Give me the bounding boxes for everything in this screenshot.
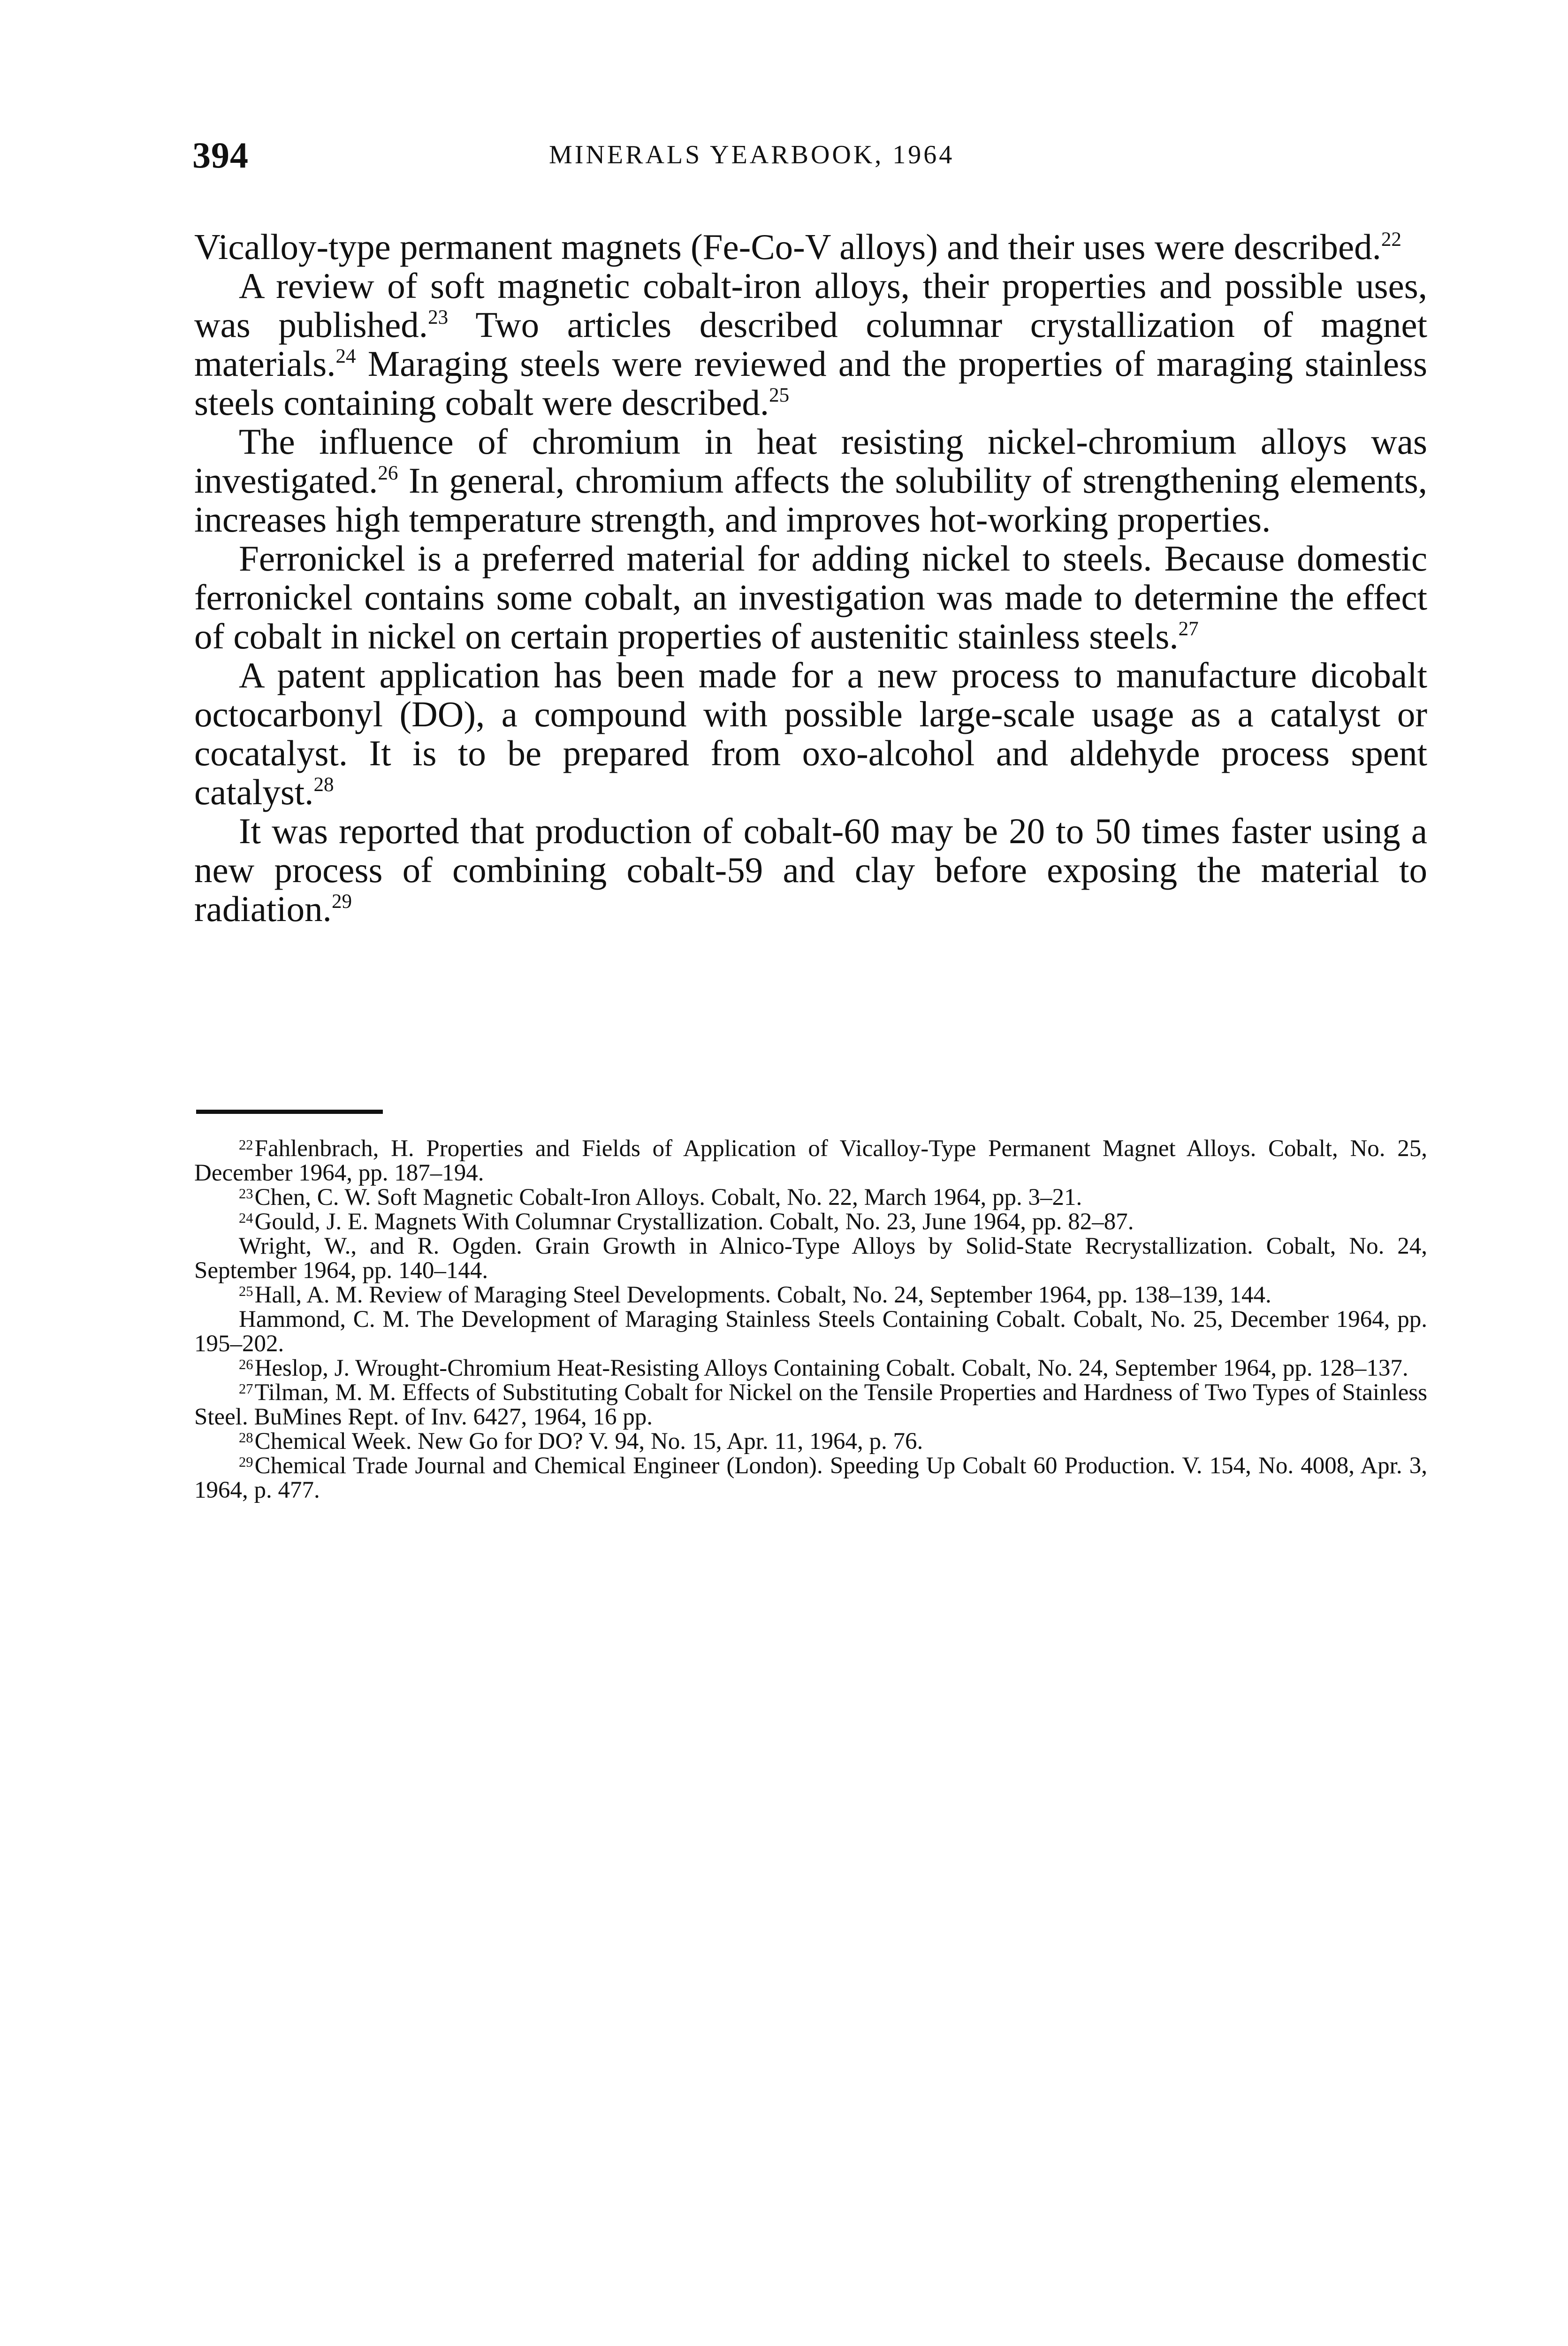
footnote-text: Hall, A. M. Review of Maraging Steel Developments. Cobalt, No. 24, September 1964, pp. 138–139, 144.: [254, 1282, 1271, 1308]
paragraph-text: In general, chromium affects the solubility of strengthening elements, increases high temperature strength, and improves hot-working properties.: [194, 460, 1427, 540]
page-header: [192, 137, 1431, 189]
paragraph-text: The influence of chromium in heat resisting nickel-chromium alloys was investigated.: [194, 421, 1427, 501]
footnote: [194, 1356, 1427, 1380]
paragraph-text: Two articles described columnar crystallization of magnet materials.: [194, 305, 1427, 384]
footnote-number: 23: [239, 1186, 253, 1202]
page-number: 394: [192, 135, 249, 175]
footnote-text: Fahlenbrach, H. Properties and Fields of Application of Vicalloy-Type Permanent Magnet Alloys. Cobalt, No. 25, December 1964, pp. 187–194.: [194, 1135, 1427, 1186]
footnote-number: 22: [239, 1137, 253, 1153]
footnote-text: Chen, C. W. Soft Magnetic Cobalt-Iron Alloys. Cobalt, No. 22, March 1964, pp. 3–21.: [254, 1184, 1082, 1211]
footnote-number: 27: [239, 1381, 253, 1397]
paragraph-cobalt-60: [194, 812, 1427, 929]
footnote: [194, 1380, 1427, 1429]
footnote-reference: 27: [1178, 617, 1199, 640]
paragraph-text: Ferronickel is a preferred material for adding nickel to steels. Because domestic ferronickel contains some cobalt, an investigation was made to determine the effect of cobalt in nickel on certain properties of austenitic stainless steels.: [194, 538, 1427, 656]
footnote-reference: 24: [335, 345, 356, 367]
main-text: [194, 228, 1427, 929]
paragraph-text: It was reported that production of cobalt-60 may be 20 to 50 times faster using a new process of combining cobalt-59 and clay before exposing the material to radiation.: [194, 811, 1427, 929]
paragraph-patent-application: [194, 656, 1427, 812]
footnote-reference: 29: [331, 890, 352, 913]
footnote-reference: 25: [769, 384, 790, 406]
paragraph-chromium: [194, 422, 1427, 539]
footnote-reference: 22: [1381, 228, 1401, 251]
footnote-reference: 26: [378, 462, 398, 484]
footnote: [194, 1185, 1427, 1210]
footnote-number: 28: [239, 1430, 253, 1446]
footnotes: [194, 1136, 1427, 1502]
footnote: [194, 1429, 1427, 1454]
paragraph-cobalt-iron-alloys: [194, 267, 1427, 422]
paragraph-text: A review of soft magnetic cobalt-iron alloys, their properties and possible uses, was published.: [194, 266, 1427, 345]
footnote: [194, 1136, 1427, 1185]
footnote: [194, 1283, 1427, 1307]
footnote-text: Chemical Week. New Go for DO? V. 94, No. 15, Apr. 11, 1964, p. 76.: [254, 1428, 923, 1455]
footnote-reference: 28: [313, 773, 334, 796]
footnote-number: 29: [239, 1454, 253, 1470]
footnote-text: Gould, J. E. Magnets With Columnar Crystallization. Cobalt, No. 23, June 1964, pp. 82–87.: [254, 1209, 1134, 1235]
footnote-number: 25: [239, 1283, 253, 1300]
footnote: [194, 1307, 1427, 1356]
paragraph-ferronickel: [194, 539, 1427, 656]
footnote: [194, 1210, 1427, 1234]
paragraph-text: Vicalloy-type permanent magnets (Fe-Co-V alloys) and their uses were described.: [194, 227, 1381, 267]
paragraph-text: Maraging steels were reviewed and the properties of maraging stainless steels containing cobalt were described.: [194, 343, 1427, 423]
footnote-text: Heslop, J. Wrought-Chromium Heat-Resisting Alloys Containing Cobalt. Cobalt, No. 24, September 1964, pp. 128–137.: [254, 1355, 1408, 1381]
footnote-divider: [196, 1110, 383, 1114]
footnote: [194, 1234, 1427, 1283]
footnote-text: Tilman, M. M. Effects of Substituting Cobalt for Nickel on the Tensile Properties and Hardness of Two Types of Stainless Steel. BuMines Rept. of Inv. 6427, 1964, 16 pp.: [194, 1379, 1427, 1430]
footnote-text: Hammond, C. M. The Development of Maraging Stainless Steels Containing Cobalt. Cobalt, No. 25, December 1964, pp. 195–202.: [194, 1306, 1427, 1357]
footnote-text: Chemical Trade Journal and Chemical Engineer (London). Speeding Up Cobalt 60 Production. V. 154, No. 4008, Apr. 3, 1964, p. 477.: [194, 1453, 1427, 1503]
paragraph-vicalloy: [194, 228, 1427, 267]
running-title: MINERALS YEARBOOK, 1964: [549, 140, 955, 169]
footnote-number: 26: [239, 1356, 253, 1373]
footnote: [194, 1454, 1427, 1502]
footnote-text: Wright, W., and R. Ogden. Grain Growth in Alnico-Type Alloys by Solid-State Recrystallization. Cobalt, No. 24, September 1964, pp. 140–144.: [194, 1233, 1427, 1284]
footnote-reference: 23: [428, 306, 449, 328]
paragraph-text: A patent application has been made for a new process to manufacture dicobalt octocarbonyl (DO), a compound with possible large-scale usage as a catalyst or cocatalyst. It is to be prepared from oxo-alcohol and aldehyde process spent catalyst.: [194, 655, 1427, 812]
footnote-number: 24: [239, 1210, 253, 1226]
